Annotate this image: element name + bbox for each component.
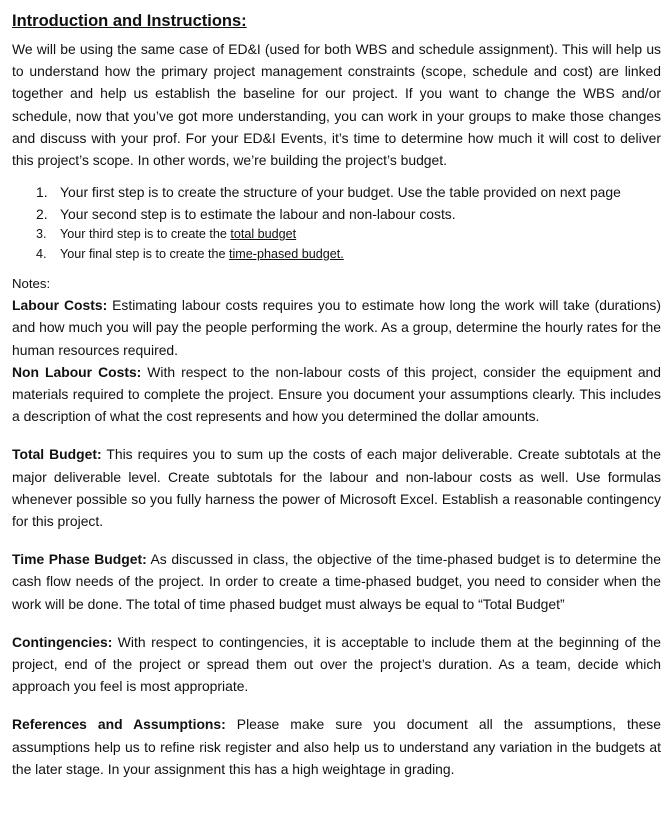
contingencies-text: With respect to contingencies, it is acceptable to include them at the beginning of the project, end of the project or spread them out over the project’s duration. As a team, decide which approach you feel is most appropriate.	[12, 633, 661, 695]
step-number: 2.	[36, 206, 48, 223]
total-budget-paragraph	[12, 443, 661, 532]
total-budget-link-text: total budget	[230, 227, 297, 242]
references-assumptions-term: References and Assumptions:	[12, 716, 226, 733]
total-budget-term: Total Budget:	[12, 446, 102, 463]
time-phase-budget-term: Time Phase Budget:	[12, 551, 147, 568]
total-budget-text: This requires you to sum up the costs of each major deliverable. Create subtotals at the major deliverable level. Create subtotals for the labour and non-labour costs as well. Use formulas whenever possible so you fully harness the power of Microsoft Excel. Establish a reasonable contingency for this project.	[12, 446, 661, 530]
steps-list	[12, 181, 661, 264]
list-item	[12, 225, 661, 245]
step-text: Your third step is to create the	[60, 227, 231, 242]
document-page	[12, 10, 661, 780]
step-text: Your first step is to create the structure of your budget. Use the table provided on next page	[60, 184, 621, 201]
step-number: 3.	[36, 227, 47, 242]
labour-costs-term: Labour Costs:	[12, 297, 108, 314]
contingencies-term: Contingencies:	[12, 633, 113, 650]
step-number: 1.	[36, 184, 48, 201]
contingencies-paragraph	[12, 631, 661, 698]
step-text: Your final step is to create the	[60, 246, 229, 261]
references-assumptions-text: Please make sure you document all the assumptions, these assumptions help us to refine risk register and also help us to understand any variation in the budgets at the later stage. In your assignment this has a high weightage in grading.	[12, 716, 661, 777]
non-labour-costs-paragraph	[12, 361, 661, 428]
list-item	[12, 181, 661, 203]
labour-costs-paragraph	[12, 294, 661, 361]
notes-label: Notes:	[12, 276, 51, 292]
intro-paragraph: We will be using the same case of ED&I (used for both WBS and schedule assignment). This will help us to understand how the primary project management constraints (scope, schedule and cost) are linked together and help us establish the baseline for our project. If you want to change the WBS and/or schedule, now that you’ve got more understanding, you can work in your groups to make those changes and discuss with your prof. For your ED&I Events, it’s time to determine how much it will cost to deliver this project’s scope. In other words, we’re building the project’s budget.	[12, 41, 661, 169]
time-phase-budget-text: As discussed in class, the objective of the time-phased budget is to determine the cash flow needs of the project. In order to create a time-phased budget, you need to consider when the work will be done. The total of time phased budget must always be equal to “Total Budget”	[12, 551, 661, 612]
step-number: 4.	[36, 246, 47, 261]
time-phased-budget-link-text: time-phased budget.	[228, 246, 344, 261]
list-item	[12, 245, 661, 265]
references-assumptions-paragraph	[12, 713, 661, 780]
time-phase-budget-paragraph	[12, 548, 661, 615]
step-text: Your second step is to estimate the labour and non-labour costs.	[60, 206, 456, 223]
non-labour-costs-term: Non Labour Costs:	[12, 363, 142, 380]
list-item	[12, 203, 661, 225]
page-title: Introduction and Instructions:	[12, 12, 247, 30]
labour-costs-text: Estimating labour costs requires you to estimate how long the work will take (durations) and how much you will pay the people performing the work. As a group, determine the hourly rates for the human resources required.	[12, 297, 661, 358]
non-labour-costs-text: With respect to the non-labour costs of this project, consider the equipment and materials required to complete the project. Ensure you document your assumptions clearly. This includes a description of what the cost represents and how you determined the dollar amounts.	[12, 363, 661, 425]
